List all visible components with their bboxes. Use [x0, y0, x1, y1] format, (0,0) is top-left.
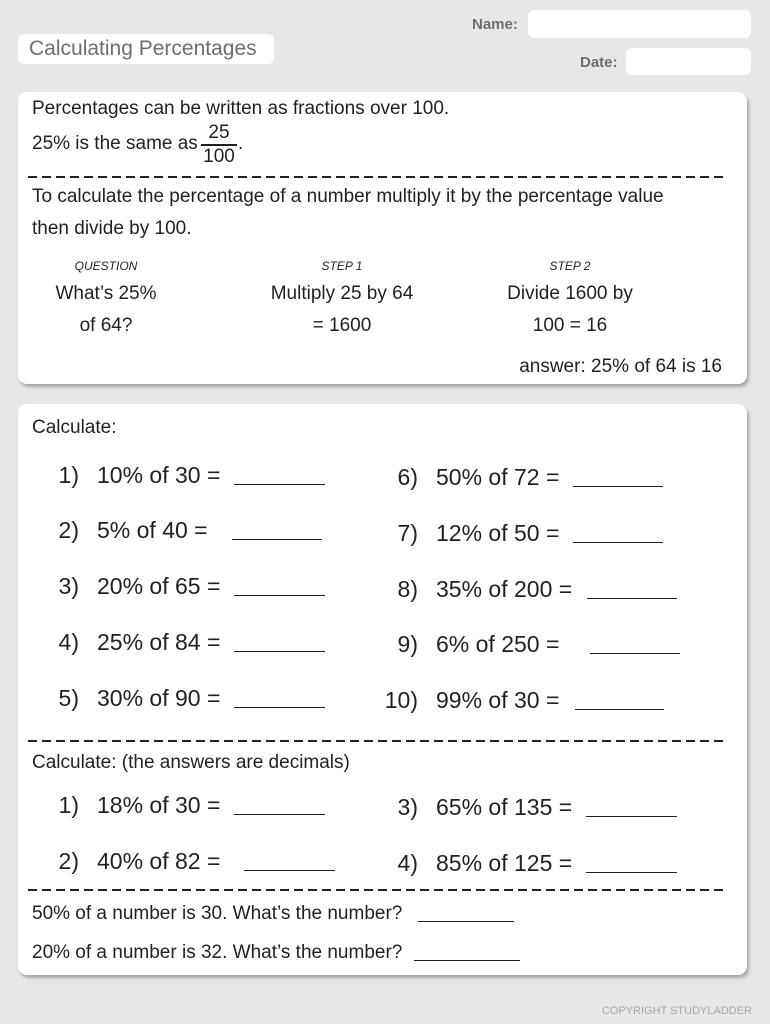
problem-expression: 25% of 84 =	[97, 629, 221, 655]
answer-blank[interactable]	[234, 484, 325, 485]
word-problem-text: 50% of a number is 30. What’s the number?	[32, 903, 403, 924]
dashed-divider	[28, 889, 728, 891]
column-line: Multiply 25 by 64	[270, 283, 414, 304]
decimal-problem-row-2	[40, 845, 370, 877]
problem-expression: 40% of 82 =	[97, 848, 221, 874]
problem-expression: 5% of 40 =	[97, 517, 208, 543]
problem-number: 4)	[397, 850, 418, 876]
problem-row-7	[379, 517, 709, 549]
answer-blank[interactable]	[414, 960, 520, 961]
problem-number: 1)	[58, 462, 79, 488]
problem-expression: 99% of 30 =	[436, 687, 560, 713]
copyright-footer: COPYRIGHT STUDYLADDER	[601, 1005, 752, 1017]
column-line: What’s 25%	[55, 283, 157, 304]
example-question-column	[26, 258, 186, 342]
problem-row-9	[379, 628, 709, 660]
problem-number: 2)	[58, 848, 79, 874]
problem-number: 8)	[397, 576, 418, 602]
problem-expression: 65% of 135 =	[436, 794, 573, 820]
column-label-question: QUESTION	[74, 259, 138, 273]
problem-row-6	[379, 461, 709, 493]
problem-number: 4)	[58, 629, 79, 655]
example-step1-column	[262, 258, 422, 342]
decimal-problem-row-4	[379, 847, 709, 879]
answer-blank[interactable]	[586, 816, 677, 817]
dashed-divider	[28, 740, 728, 742]
fraction-denominator: 100	[203, 145, 235, 167]
date-label: Date:	[580, 54, 618, 71]
worksheet-title-box	[18, 34, 274, 64]
answer-blank[interactable]	[587, 598, 677, 599]
answer-blank[interactable]	[418, 921, 514, 922]
problem-row-1	[40, 459, 370, 491]
explanation-card	[18, 92, 747, 384]
answer-blank[interactable]	[573, 542, 663, 543]
fraction-example-period: .	[238, 133, 244, 154]
problem-row-5	[40, 682, 370, 714]
fraction	[201, 122, 237, 168]
problem-number: 7)	[397, 520, 418, 546]
section2-heading: Calculate: (the answers are decimals)	[32, 752, 350, 773]
problem-number: 9)	[397, 631, 418, 657]
word-problem-2	[32, 941, 532, 965]
decimal-problem-row-3	[379, 791, 709, 823]
problem-expression: 50% of 72 =	[436, 464, 560, 490]
method-line-2: then divide by 100.	[32, 218, 192, 239]
column-label-step2: STEP 2	[549, 259, 591, 273]
problem-number: 10)	[384, 687, 418, 713]
answer-blank[interactable]	[234, 595, 325, 596]
problem-number: 2)	[58, 517, 79, 543]
method-line-1: To calculate the percentage of a number multiply it by the percentage value	[32, 186, 664, 207]
problem-expression: 20% of 65 =	[97, 573, 221, 599]
exercise-card	[18, 404, 747, 975]
problem-row-3	[40, 570, 370, 602]
column-line: = 1600	[312, 315, 372, 336]
problem-expression: 6% of 250 =	[436, 631, 560, 657]
column-line: of 64?	[79, 315, 133, 336]
column-label-step1: STEP 1	[321, 259, 363, 273]
problem-row-10	[379, 684, 709, 716]
word-problem-text: 20% of a number is 32. What’s the number?	[32, 942, 403, 963]
date-field[interactable]	[626, 48, 751, 75]
answer-blank[interactable]	[244, 870, 335, 871]
fraction-example-text: 25% is the same as	[32, 133, 198, 154]
column-line: Divide 1600 by	[507, 283, 633, 304]
problem-expression: 85% of 125 =	[436, 850, 573, 876]
section1-heading: Calculate:	[32, 417, 117, 438]
problem-number: 3)	[397, 794, 418, 820]
problem-expression: 10% of 30 =	[97, 462, 221, 488]
problem-number: 5)	[58, 685, 79, 711]
answer-blank[interactable]	[234, 707, 325, 708]
name-label: Name:	[472, 16, 518, 33]
dashed-divider	[28, 176, 728, 178]
answer-blank[interactable]	[232, 539, 322, 540]
example-step2-column	[490, 258, 650, 342]
problem-number: 3)	[58, 573, 79, 599]
problem-expression: 18% of 30 =	[97, 792, 221, 818]
answer-blank[interactable]	[573, 486, 663, 487]
word-problem-1	[32, 902, 532, 926]
answer-blank[interactable]	[590, 653, 680, 654]
answer-blank[interactable]	[234, 651, 325, 652]
answer-blank[interactable]	[234, 814, 325, 815]
name-field[interactable]	[528, 10, 751, 38]
problem-expression: 30% of 90 =	[97, 685, 221, 711]
problem-number: 1)	[58, 792, 79, 818]
fraction-numerator: 25	[208, 122, 230, 143]
problem-row-4	[40, 626, 370, 658]
column-line: 100 = 16	[532, 315, 608, 336]
answer-blank[interactable]	[586, 872, 677, 873]
problem-row-8	[379, 573, 709, 605]
problem-number: 6)	[397, 464, 418, 490]
intro-text: Percentages can be written as fractions over 100.	[32, 98, 450, 119]
decimal-problem-row-1	[40, 789, 370, 821]
worksheet-title: Calculating Percentages	[29, 37, 257, 60]
problem-row-2	[40, 514, 370, 546]
answer-blank[interactable]	[575, 709, 664, 710]
example-answer: answer: 25% of 64 is 16	[519, 356, 722, 377]
problem-expression: 35% of 200 =	[436, 576, 573, 602]
problem-expression: 12% of 50 =	[436, 520, 560, 546]
